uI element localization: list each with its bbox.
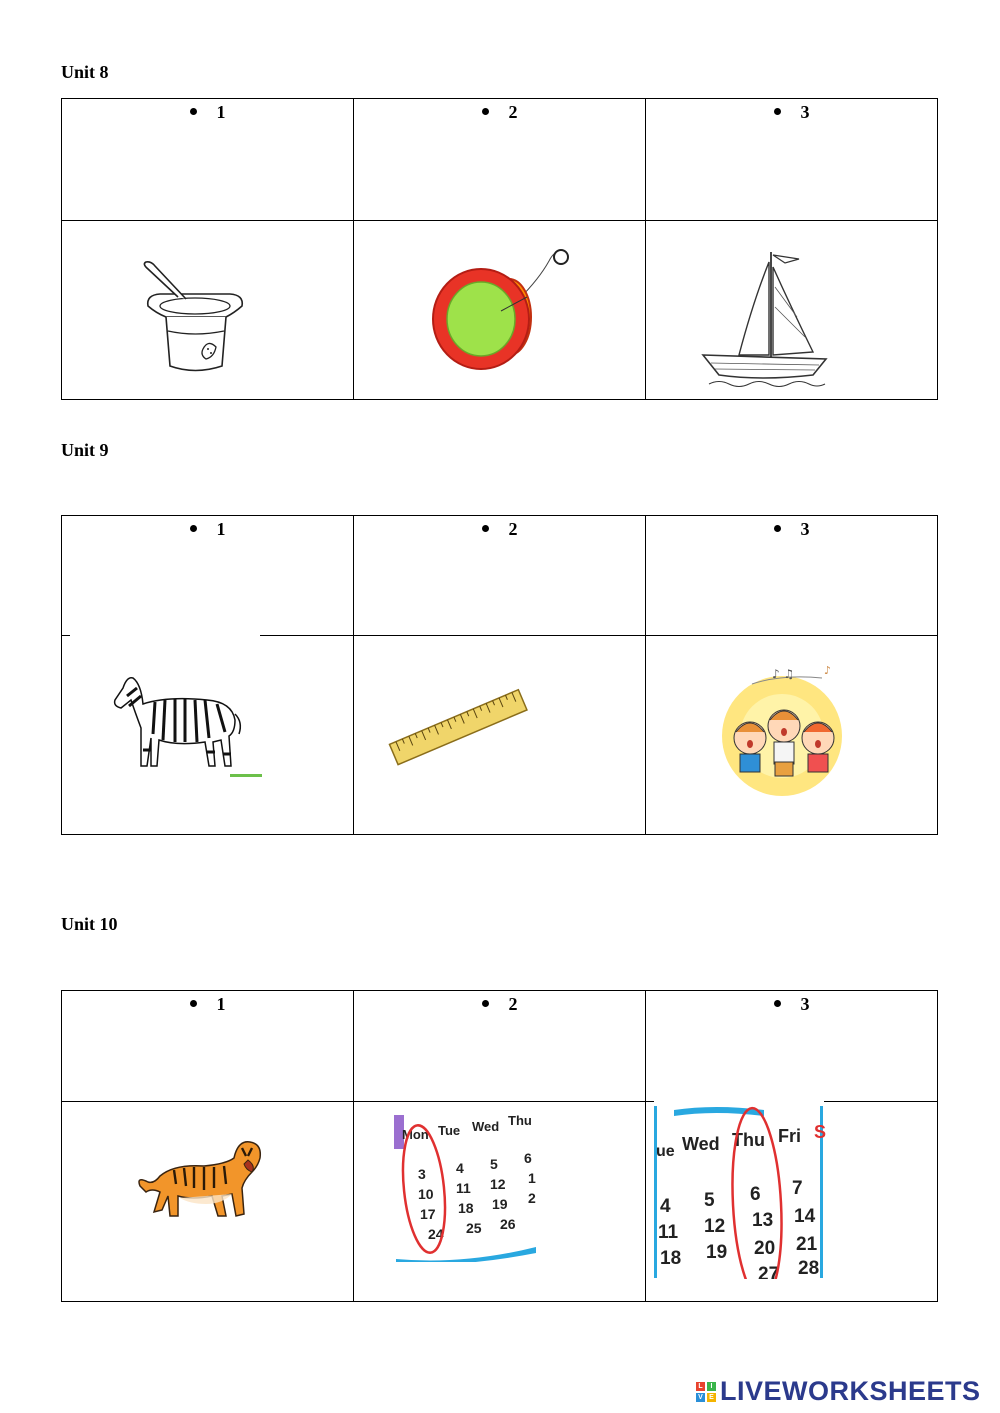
unit-10-heading: Unit 10 [61,914,118,934]
item-number: 3 [800,994,810,1014]
item-number: 1 [216,994,226,1014]
item-number: 3 [800,102,810,122]
item-number: 2 [508,102,518,122]
answer-cell-2[interactable] [354,991,646,1102]
sailboat-icon [701,247,831,392]
cal-date: 12 [490,1176,506,1192]
item-number: 1 [216,102,226,122]
zebra-icon [107,662,267,782]
answer-cell-2[interactable] [354,99,646,221]
item-number: 2 [508,519,518,539]
calendar-monday-icon [394,1107,539,1262]
singing-children-icon [712,656,852,796]
cal-day: Thu [508,1113,532,1128]
cal-day: Fri [778,1126,802,1146]
picture-cell [354,221,646,400]
answer-cell-3[interactable] [646,99,938,221]
cal-date: 10 [418,1186,434,1202]
picture-cell [62,636,354,835]
item-number: 3 [800,519,810,539]
picture-cell [646,636,938,835]
cal-day: ue [656,1143,675,1160]
cal-day: Mon [402,1127,429,1142]
cal-date: 26 [500,1216,516,1232]
yogurt-cup-icon [138,261,253,381]
answer-cell-3[interactable] [646,991,938,1102]
picture-cell [646,221,938,400]
liveworksheets-logo[interactable] [696,1376,981,1407]
cal-date: 19 [492,1196,508,1212]
unit-9-table [61,515,938,835]
cal-date: 19 [706,1242,728,1263]
unit-9-heading: Unit 9 [61,440,109,460]
cal-date: 7 [792,1178,803,1199]
cal-day: Wed [472,1119,500,1134]
cal-day: Thu [732,1130,765,1150]
answer-cell-3[interactable] [646,516,938,636]
picture-cell [62,1102,354,1302]
unit-8-table [61,98,938,400]
cal-date: 11 [456,1180,471,1196]
cal-date: 17 [420,1206,436,1222]
grass-strip [230,774,262,777]
cal-date: 1 [528,1170,536,1186]
cal-day: Wed [682,1134,720,1154]
cal-date: 4 [456,1160,464,1176]
answer-cell-2[interactable] [354,516,646,636]
brand-mark-icon: L I V E [696,1382,716,1402]
ruler-icon [384,684,534,774]
cal-date: 14 [794,1206,816,1227]
cal-date: 13 [752,1210,774,1231]
picture-cell [646,1102,938,1302]
unit-10-table [61,990,938,1302]
unit-8-heading: Unit 8 [61,62,109,82]
cal-date: 6 [750,1184,761,1205]
answer-cell-1[interactable] [62,99,354,221]
tiger-icon [134,1130,264,1225]
item-number: 2 [508,994,518,1014]
svg-text:♪: ♪ [824,664,832,677]
cal-date: 18 [458,1200,474,1216]
picture-cell [354,636,646,835]
picture-cell [354,1102,646,1302]
cal-date: 28 [798,1258,820,1279]
cal-date: 2 [528,1190,536,1206]
cal-date: 21 [796,1234,818,1255]
svg-text:♪ ♫: ♪ ♫ [772,667,795,681]
cal-date: 3 [418,1166,426,1182]
cal-day: S [814,1122,826,1142]
cal-date: 25 [466,1220,482,1236]
yoyo-icon [429,239,579,379]
calendar-thursday-icon [654,1104,826,1279]
cal-date: 4 [660,1196,671,1217]
cal-date: 20 [754,1238,776,1259]
cal-date: 11 [658,1222,679,1243]
cal-date: 24 [428,1226,444,1242]
brand-name: LIVEWORKSHEETS [720,1376,981,1406]
answer-cell-1[interactable] [62,516,354,636]
item-number: 1 [216,519,226,539]
cal-date: 27 [758,1264,780,1279]
answer-cell-1[interactable] [62,991,354,1102]
cal-date: 6 [524,1150,532,1166]
cal-date: 12 [704,1216,726,1237]
picture-cell [62,221,354,400]
cal-date: 5 [704,1190,715,1211]
cal-date: 18 [660,1248,682,1269]
cal-date: 5 [490,1156,498,1172]
cal-day: Tue [438,1123,461,1138]
